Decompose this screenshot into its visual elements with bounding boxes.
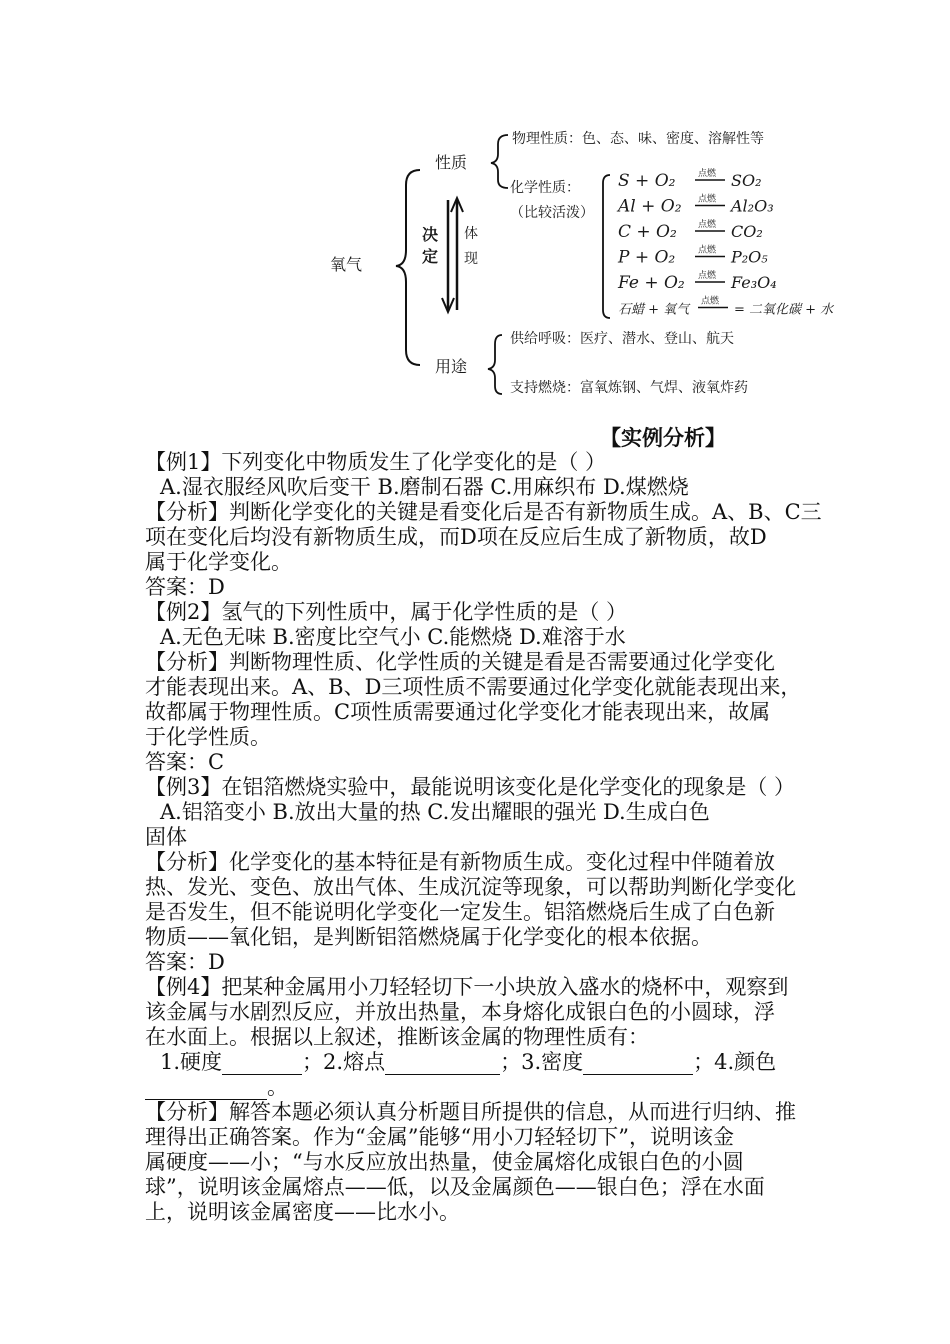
ignite-condition: 点燃 — [701, 296, 720, 307]
example-4-analysis: 球”，说明该金属熔点——低，以及金属颜色——银白色；浮在水面 — [145, 1175, 765, 1199]
example-3-analysis: 是否发生，但不能说明化学变化一定发生。铝箔燃烧后生成了白色新 — [145, 900, 775, 924]
use-combustion: 支持燃烧：富氧炼钢、气焊、液氧炸药 — [510, 380, 748, 396]
example-1-question: 【例1】下列变化中物质发生了化学变化的是（ ） — [145, 450, 607, 474]
reaction-reactants: S + O₂ — [618, 171, 676, 191]
example-2-analysis: 才能表现出来。A、B、D三项性质不需要通过化学变化就能表现出来， — [145, 675, 802, 699]
example-3-analysis: 物质——氧化铝，是判断铝箔燃烧属于化学变化的根本依据。 — [145, 925, 712, 949]
reaction-reactants: C + O₂ — [618, 222, 677, 242]
reflects-char-2: 现 — [464, 251, 478, 267]
example-2-analysis: 故都属于物理性质。C项性质需要通过化学变化才能表现出来，故属 — [145, 700, 771, 724]
reaction-products: = 二氧化碳 + 水 — [734, 302, 834, 318]
uses-brace — [488, 335, 502, 394]
example-2-analysis: 【分析】判断物理性质、化学性质的关键是看是否需要通过化学变化 — [145, 650, 775, 674]
example-4-analysis: 属硬度——小；“与水反应放出热量，使金属熔化成银白色的小圆 — [145, 1150, 744, 1174]
reaction-products: CO₂ — [731, 222, 763, 241]
example-2-options: A.无色无味 B.密度比空气小 C.能燃烧 D.难溶于水 — [160, 625, 626, 649]
example-4-question: 该金属与水剧烈反应，并放出热量，本身熔化成银白色的小圆球，浮 — [145, 1000, 775, 1024]
reaction-reactants: 石蜡 + 氧气 — [618, 302, 690, 318]
reaction-products: P₂O₅ — [731, 247, 768, 267]
blank-label-density: ；3.密度 — [500, 1050, 584, 1074]
blank-label-melting: ；2.熔点 — [302, 1050, 386, 1074]
ignite-condition: 点燃 — [698, 271, 717, 281]
properties-label: 性质 — [435, 153, 468, 172]
uses-label: 用途 — [435, 357, 468, 376]
example-1-answer: 答案：D — [145, 575, 225, 599]
blank-label-hardness: 1.硬度 — [160, 1050, 223, 1074]
example-3-analysis: 热、发光、变色、放出气体、生成沉淀等现象，可以帮助判断化学变化 — [145, 875, 796, 899]
example-2-answer: 答案：C — [145, 750, 225, 774]
reaction-reactants: Al + O₂ — [618, 196, 682, 217]
blank-label-color: ；4.颜色 — [693, 1050, 777, 1074]
example-3-question: 【例3】在铝箔燃烧实验中，最能说明该变化是化学变化的现象是（ ） — [145, 775, 796, 799]
example-3-options: A.铝箔变小 B.放出大量的热 C.发出耀眼的强光 D.生成白色 — [160, 800, 710, 824]
example-4-analysis: 理得出正确答案。作为“金属”能够“用小刀轻轻切下”，说明该金 — [145, 1125, 734, 1149]
ignite-condition: 点燃 — [698, 194, 717, 205]
blank-melting-point[interactable] — [385, 1054, 500, 1075]
chemical-properties-note: （比较活泼） — [510, 205, 594, 221]
example-4-analysis: 【分析】解答本题必须认真分析题目所提供的信息，从而进行归纳、推 — [145, 1100, 796, 1124]
example-2-analysis: 于化学性质。 — [145, 725, 271, 749]
ignite-condition: 点燃 — [698, 245, 717, 256]
reaction-products: SO₂ — [731, 171, 762, 190]
example-4-analysis: 上，说明该金属密度——比水小。 — [145, 1200, 460, 1224]
blank-color[interactable] — [145, 1079, 267, 1100]
ignite-condition: 点燃 — [698, 220, 717, 230]
physical-properties: 物理性质：色、态、味、密度、溶解性等 — [512, 131, 764, 147]
example-1-analysis: 【分析】判断化学变化的关键是看变化后是否有新物质生成。A、B、C三 — [145, 500, 822, 524]
example-4-fill-blanks — [160, 1050, 830, 1075]
reaction-reactants: Fe + O₂ — [618, 273, 685, 293]
example-4-question: 在水面上。根据以上叙述，推断该金属的物理性质有： — [145, 1025, 649, 1049]
example-3-answer: 答案：D — [145, 950, 225, 974]
section-title: 【实例分析】 — [600, 425, 726, 450]
example-3-options-cont: 固体 — [145, 825, 187, 849]
reactions-brace — [603, 175, 610, 318]
main-brace — [396, 170, 420, 365]
properties-brace — [491, 135, 508, 188]
example-1-analysis: 项在变化后均没有新物质生成，而D项在反应后生成了新物质，故D — [145, 525, 767, 549]
example-4-fill-blanks-cont — [145, 1075, 815, 1100]
fill-end: 。 — [267, 1075, 288, 1099]
example-1-options: A.湿衣服经风吹后变干 B.磨制石器 C.用麻织布 D.煤燃烧 — [160, 475, 689, 499]
blank-density[interactable] — [583, 1054, 693, 1075]
decides-char-1: 决 — [422, 225, 439, 244]
diagram-root: 氧气 — [330, 255, 363, 274]
reaction-products: Al₂O₃ — [731, 196, 774, 216]
reaction-reactants: P + O₂ — [618, 247, 676, 268]
example-2-question: 【例2】氢气的下列性质中，属于化学性质的是（ ） — [145, 600, 628, 624]
example-3-analysis: 【分析】化学变化的基本特征是有新物质生成。变化过程中伴随着放 — [145, 850, 775, 874]
oxygen-concept-diagram — [320, 120, 840, 410]
ignite-condition: 点燃 — [698, 169, 717, 179]
reaction-list — [616, 167, 835, 318]
blank-hardness[interactable] — [222, 1054, 302, 1075]
decides-char-2: 定 — [422, 247, 439, 266]
use-breathing: 供给呼吸：医疗、潜水、登山、航天 — [510, 331, 734, 347]
chemical-properties-label: 化学性质： — [510, 180, 580, 196]
example-4-question: 【例4】把某种金属用小刀轻轻切下一小块放入盛水的烧杯中，观察到 — [145, 975, 789, 999]
reflects-char-1: 体 — [464, 226, 478, 242]
example-1-analysis: 属于化学变化。 — [145, 550, 292, 574]
reaction-products: Fe₃O₄ — [731, 273, 777, 292]
